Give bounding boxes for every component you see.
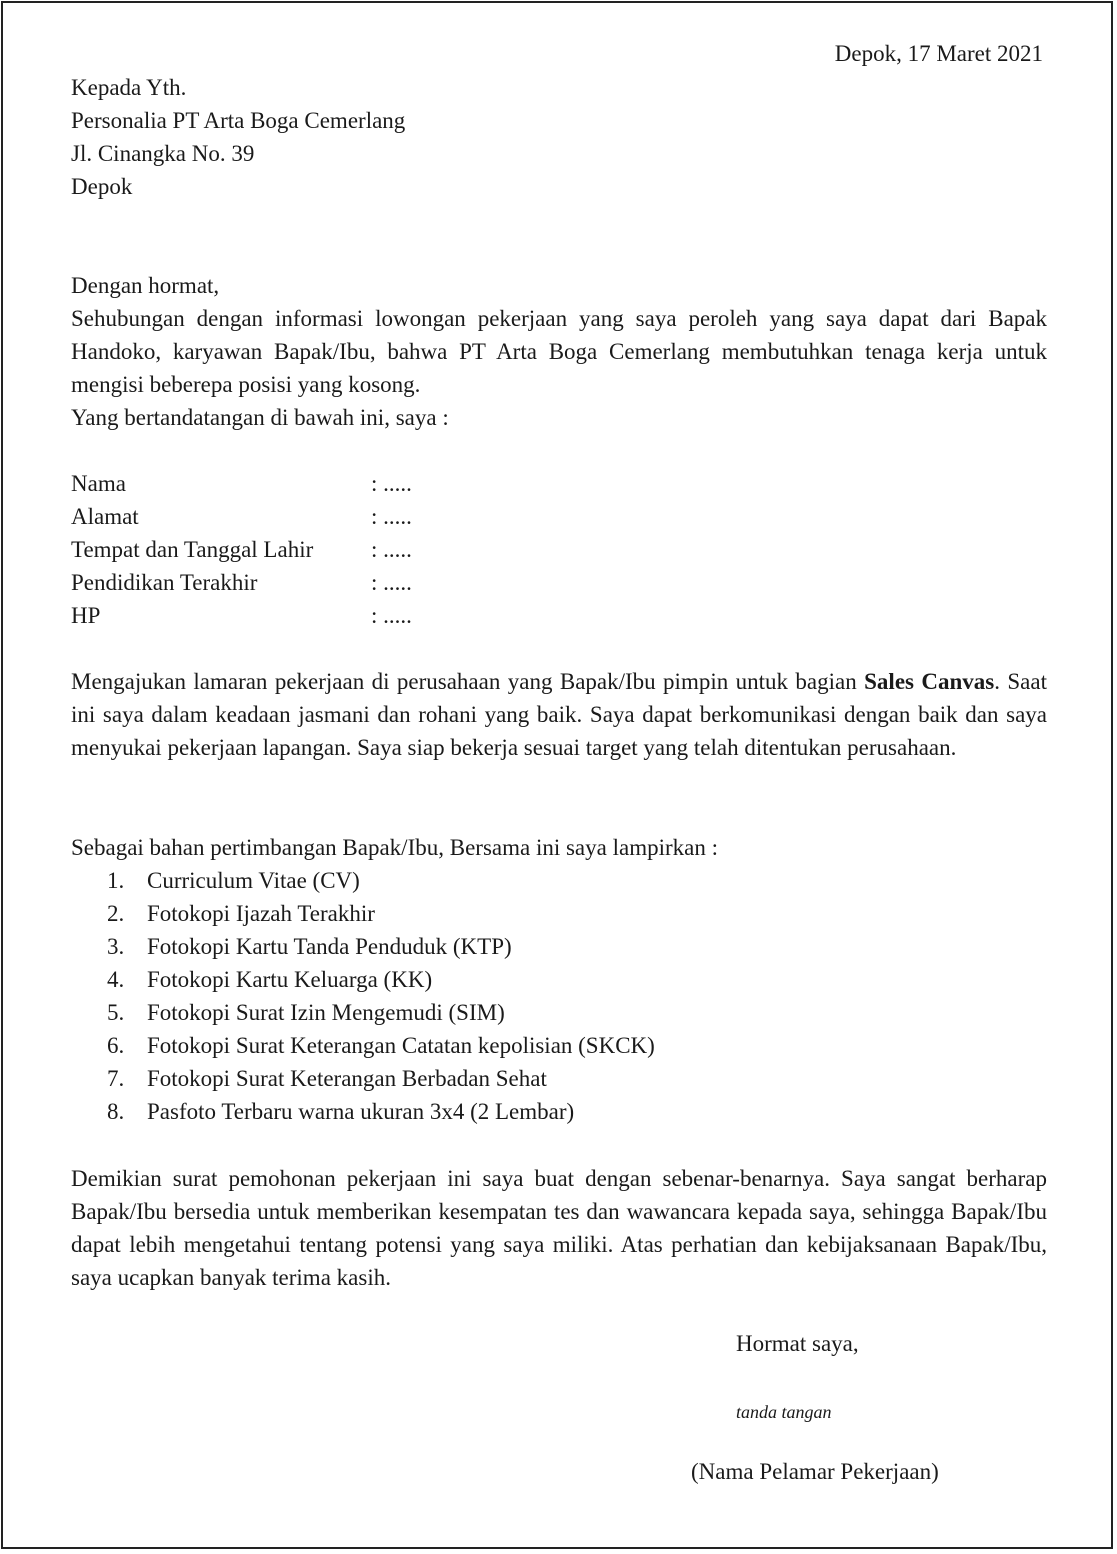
list-number: 4. [107,967,125,992]
applicant-fields [71,467,571,632]
list-number: 2. [107,901,125,926]
list-item [3,864,1003,897]
list-number: 3. [107,934,125,959]
list-number: 8. [107,1099,125,1124]
closing-greeting: Hormat saya, [736,1331,859,1356]
list-item [3,930,1003,963]
list-text: Fotokopi Surat Keterangan Catatan kepolisian (SKCK) [147,1033,655,1058]
letter-page [1,1,1113,1549]
closing-paragraph: Demikian surat pemohonan pekerjaan ini saya buat dengan sebenar-benarnya. Saya sangat berharap Bapak/Ibu bersedia untuk memberikan kesempatan tes dan wawancara kepada saya, sehingga Bapak/Ibu dapat lebih mengetahui tentang potensi yang saya miliki. Atas perhatian dan kebijaksanaan Bapak/Ibu, saya ucapkan banyak terima kasih. [71,1166,1047,1290]
field-value: : ..... [371,504,412,529]
field-row [71,533,571,566]
list-number: 5. [107,1000,125,1025]
list-text: Fotokopi Kartu Tanda Penduduk (KTP) [147,934,512,959]
list-item [3,1095,1003,1128]
list-number: 6. [107,1033,125,1058]
field-label: Pendidikan Terakhir [71,570,258,595]
recipient-line: Jl. Cinangka No. 39 [71,141,255,166]
attachments-list [3,864,1003,1128]
application-paragraph [71,665,1047,764]
intro-paragraph: Sehubungan dengan informasi lowongan pekerjaan yang saya peroleh yang saya dapat dari Bapak Handoko, karyawan Bapak/Ibu, bahwa PT Arta Boga Cemerlang membutuhkan tenaga kerja untuk mengisi beberepa posisi yang kosong. [71,306,1047,397]
field-value: : ..... [371,471,412,496]
list-text: Fotokopi Surat Izin Mengemudi (SIM) [147,1000,505,1025]
list-text: Curriculum Vitae (CV) [147,868,360,893]
recipient-address [71,71,405,203]
list-item [3,1062,1003,1095]
application-text: . Saat ini saya dalam keadaan jasmani dan rohani yang baik. Saya dapat berkomunikasi dengan baik dan saya menyukai pekerjaan lapangan. Saya siap bekerja sesuai target yang telah ditentukan perusahaan. [71,669,1047,760]
field-label: Alamat [71,504,139,529]
attachments-lead: Sebagai bahan pertimbangan Bapak/Ibu, Bersama ini saya lampirkan : [71,835,718,860]
list-item [3,1029,1003,1062]
field-value: : ..... [371,570,412,595]
list-text: Fotokopi Surat Keterangan Berbadan Sehat [147,1066,547,1091]
application-text: Mengajukan lamaran pekerjaan di perusahaan yang Bapak/Ibu pimpin untuk bagian [71,669,865,694]
field-label: HP [71,603,101,628]
letter-date: Depok, 17 Maret 2021 [834,41,1043,66]
field-row [71,599,571,632]
signature-placeholder: tanda tangan [736,1402,832,1422]
recipient-line: Depok [71,174,133,199]
field-row [71,566,571,599]
list-number: 7. [107,1066,125,1091]
list-number: 1. [107,868,125,893]
position-name: Sales Canvas [864,669,995,694]
list-text: Fotokopi Kartu Keluarga (KK) [147,967,433,992]
list-item [3,963,1003,996]
salutation: Dengan hormat, [71,273,220,298]
signer-name: (Nama Pelamar Pekerjaan) [691,1459,939,1484]
recipient-line: Kepada Yth. [71,75,187,100]
field-label: Nama [71,471,126,496]
field-row [71,467,571,500]
field-row [71,500,571,533]
field-label: Tempat dan Tanggal Lahir [71,537,314,562]
field-value: : ..... [371,603,412,628]
field-value: : ..... [371,537,412,562]
list-text: Fotokopi Ijazah Terakhir [147,901,375,926]
list-text: Pasfoto Terbaru warna ukuran 3x4 (2 Lembar) [147,1099,575,1124]
recipient-line: Personalia PT Arta Boga Cemerlang [71,108,406,133]
intro-followup: Yang bertandatangan di bawah ini, saya : [71,405,449,430]
list-item [3,996,1003,1029]
list-item [3,897,1003,930]
